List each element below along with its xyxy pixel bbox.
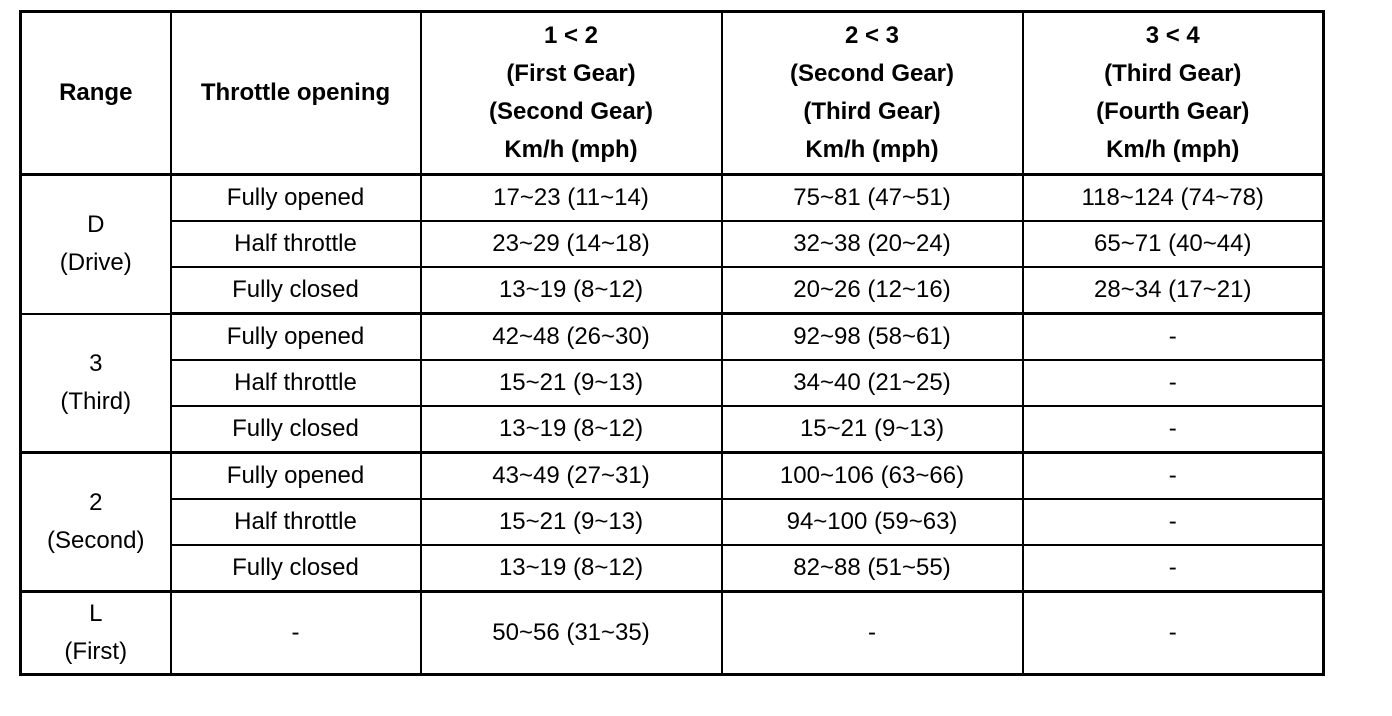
header-range: Range xyxy=(21,12,171,175)
range-name: (Second) xyxy=(47,527,145,554)
table-row xyxy=(21,453,1324,500)
header-shift-3-4 xyxy=(1023,12,1324,175)
header-row xyxy=(21,12,1324,175)
range-cell-third xyxy=(21,314,171,453)
speed-cell-2-3: 94~100 (59~63) xyxy=(722,499,1023,545)
throttle-cell: Fully opened xyxy=(171,175,421,222)
speed-cell-1-2: 42~48 (26~30) xyxy=(421,314,722,361)
range-code: 3 xyxy=(89,349,103,377)
throttle-cell: - xyxy=(171,592,421,675)
range-name: (Drive) xyxy=(59,249,132,277)
speed-cell-2-3: - xyxy=(722,592,1023,675)
table-row xyxy=(21,545,1324,592)
speed-cell-3-4: 28~34 (17~21) xyxy=(1023,267,1324,314)
header-to-gear: (Fourth Gear) xyxy=(1096,98,1250,125)
range-code: 2 xyxy=(89,489,103,516)
speed-cell-3-4: - xyxy=(1023,406,1324,453)
speed-cell-1-2: 17~23 (11~14) xyxy=(421,175,722,222)
speed-cell-2-3: 100~106 (63~66) xyxy=(722,453,1023,500)
range-cell-first xyxy=(21,592,171,675)
throttle-cell: Fully opened xyxy=(171,453,421,500)
header-unit: Km/h (mph) xyxy=(504,136,638,163)
table-row xyxy=(21,360,1324,406)
speed-cell-1-2: 13~19 (8~12) xyxy=(421,267,722,314)
speed-cell-1-2: 15~21 (9~13) xyxy=(421,360,722,406)
speed-cell-2-3: 34~40 (21~25) xyxy=(722,360,1023,406)
range-code: D xyxy=(87,211,105,239)
header-from-gear: (Third Gear) xyxy=(1104,60,1242,87)
speed-cell-2-3: 92~98 (58~61) xyxy=(722,314,1023,361)
table-row xyxy=(21,499,1324,545)
speed-cell-1-2: 23~29 (14~18) xyxy=(421,221,722,267)
speed-cell-3-4: - xyxy=(1023,592,1324,675)
speed-cell-3-4: - xyxy=(1023,314,1324,361)
throttle-cell: Fully opened xyxy=(171,314,421,361)
speed-cell-1-2: 13~19 (8~12) xyxy=(421,406,722,453)
speed-cell-3-4: 65~71 (40~44) xyxy=(1023,221,1324,267)
speed-cell-2-3: 82~88 (51~55) xyxy=(722,545,1023,592)
speed-cell-3-4: - xyxy=(1023,499,1324,545)
speed-cell-3-4: - xyxy=(1023,360,1324,406)
header-shift-label: 1 < 2 xyxy=(543,22,599,49)
header-throttle: Throttle opening xyxy=(171,12,421,175)
header-shift-1-2 xyxy=(421,12,722,175)
header-shift-label: 2 < 3 xyxy=(844,22,900,49)
throttle-cell: Half throttle xyxy=(171,221,421,267)
table-row xyxy=(21,175,1324,222)
range-code: L xyxy=(89,600,103,627)
speed-cell-2-3: 32~38 (20~24) xyxy=(722,221,1023,267)
header-shift-2-3 xyxy=(722,12,1023,175)
throttle-cell: Half throttle xyxy=(171,499,421,545)
speed-cell-3-4: - xyxy=(1023,545,1324,592)
table-row xyxy=(21,221,1324,267)
throttle-cell: Fully closed xyxy=(171,267,421,314)
speed-cell-1-2: 50~56 (31~35) xyxy=(421,592,722,675)
table-row xyxy=(21,592,1324,675)
header-unit: Km/h (mph) xyxy=(1106,136,1240,163)
speed-cell-2-3: 75~81 (47~51) xyxy=(722,175,1023,222)
throttle-cell: Half throttle xyxy=(171,360,421,406)
header-to-gear: (Third Gear) xyxy=(803,98,941,125)
range-name: (Third) xyxy=(60,387,132,415)
header-to-gear: (Second Gear) xyxy=(488,98,654,125)
header-from-gear: (First Gear) xyxy=(506,60,636,87)
throttle-cell: Fully closed xyxy=(171,545,421,592)
speed-cell-3-4: - xyxy=(1023,453,1324,500)
table-row xyxy=(21,314,1324,361)
header-shift-label: 3 < 4 xyxy=(1145,22,1200,49)
speed-cell-1-2: 43~49 (27~31) xyxy=(421,453,722,500)
table-row xyxy=(21,406,1324,453)
speed-cell-2-3: 15~21 (9~13) xyxy=(722,406,1023,453)
shift-speed-table xyxy=(19,10,1325,676)
header-unit: Km/h (mph) xyxy=(805,136,939,163)
header-from-gear: (Second Gear) xyxy=(789,60,955,87)
range-name: (First) xyxy=(64,638,128,665)
table-row xyxy=(21,267,1324,314)
throttle-cell: Fully closed xyxy=(171,406,421,453)
speed-cell-3-4: 118~124 (74~78) xyxy=(1023,175,1324,222)
range-cell-second xyxy=(21,453,171,592)
speed-cell-1-2: 13~19 (8~12) xyxy=(421,545,722,592)
range-cell-drive xyxy=(21,175,171,314)
speed-cell-2-3: 20~26 (12~16) xyxy=(722,267,1023,314)
speed-cell-1-2: 15~21 (9~13) xyxy=(421,499,722,545)
